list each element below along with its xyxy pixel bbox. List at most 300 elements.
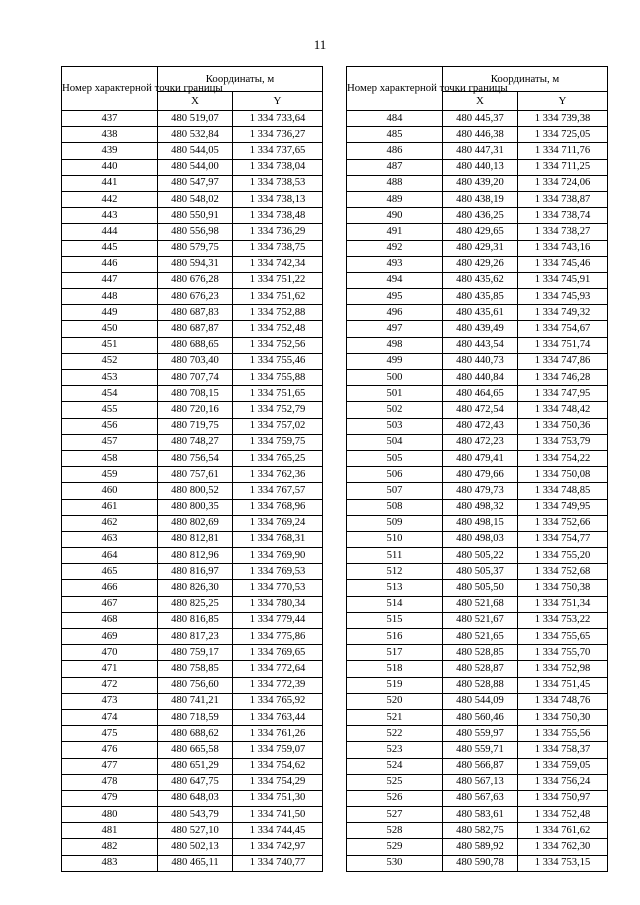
point-number-cell: 468 [62,612,158,628]
table-row [62,208,323,224]
y-coordinate-cell: 1 334 745,93 [518,289,608,305]
y-coordinate-cell: 1 334 750,08 [518,467,608,483]
x-coordinate-cell: 480 817,23 [158,629,233,645]
y-coordinate-cell: 1 334 747,95 [518,386,608,402]
x-coordinate-cell: 480 579,75 [158,240,233,256]
x-coordinate-cell: 480 521,67 [443,612,518,628]
point-number-cell: 526 [347,790,443,806]
table-row [347,370,608,386]
table-row [62,726,323,742]
table-row [62,531,323,547]
y-coordinate-cell: 1 334 751,62 [233,289,323,305]
y-coordinate-cell: 1 334 751,30 [233,790,323,806]
x-coordinate-cell: 480 741,21 [158,693,233,709]
y-coordinate-cell: 1 334 738,04 [233,159,323,175]
y-coordinate-cell: 1 334 759,05 [518,758,608,774]
table-row [62,305,323,321]
x-coordinate-cell: 480 826,30 [158,580,233,596]
point-number-cell: 511 [347,548,443,564]
point-number-cell: 514 [347,596,443,612]
point-number-cell: 460 [62,483,158,499]
x-coordinate-cell: 480 687,87 [158,321,233,337]
y-coordinate-cell: 1 334 752,48 [518,807,608,823]
table-row [347,175,608,191]
table-row [62,175,323,191]
y-coordinate-cell: 1 334 750,38 [518,580,608,596]
y-coordinate-cell: 1 334 746,28 [518,370,608,386]
table-row [62,127,323,143]
x-coordinate-cell: 480 758,85 [158,661,233,677]
x-coordinate-cell: 480 439,49 [443,321,518,337]
point-number-cell: 451 [62,337,158,353]
table-row [62,240,323,256]
table-row [62,807,323,823]
table-row [347,564,608,580]
y-coordinate-cell: 1 334 770,53 [233,580,323,596]
point-number-cell: 465 [62,564,158,580]
y-coordinate-cell: 1 334 738,74 [518,208,608,224]
table-row [347,159,608,175]
table-row [347,111,608,127]
point-number-cell: 506 [347,467,443,483]
y-coordinate-cell: 1 334 753,79 [518,434,608,450]
point-number-cell: 524 [347,758,443,774]
point-number-cell: 471 [62,661,158,677]
y-coordinate-cell: 1 334 756,24 [518,774,608,790]
table-row [62,418,323,434]
y-coordinate-cell: 1 334 738,87 [518,191,608,207]
point-number-cell: 517 [347,645,443,661]
y-coordinate-cell: 1 334 752,56 [233,337,323,353]
x-coordinate-cell: 480 816,85 [158,612,233,628]
point-number-cell: 455 [62,402,158,418]
table-row [347,709,608,725]
point-number-cell: 474 [62,709,158,725]
x-coordinate-cell: 480 594,31 [158,256,233,272]
x-coordinate-cell: 480 429,65 [443,224,518,240]
point-number-cell: 508 [347,499,443,515]
y-coordinate-cell: 1 334 751,34 [518,596,608,612]
point-number-cell: 457 [62,434,158,450]
x-coordinate-cell: 480 521,68 [443,596,518,612]
x-coordinate-cell: 480 479,41 [443,450,518,466]
x-coordinate-cell: 480 498,15 [443,515,518,531]
y-coordinate-cell: 1 334 780,34 [233,596,323,612]
table-row [347,645,608,661]
y-coordinate-cell: 1 334 742,34 [233,256,323,272]
x-header: X [158,92,233,111]
x-coordinate-cell: 480 544,05 [158,143,233,159]
table-row [62,790,323,806]
x-coordinate-cell: 480 519,07 [158,111,233,127]
point-number-cell: 472 [62,677,158,693]
x-coordinate-cell: 480 756,54 [158,450,233,466]
x-coordinate-cell: 480 567,63 [443,790,518,806]
x-coordinate-cell: 480 720,16 [158,402,233,418]
x-header: X [443,92,518,111]
y-coordinate-cell: 1 334 752,68 [518,564,608,580]
point-number-cell: 483 [62,855,158,871]
y-coordinate-cell: 1 334 765,25 [233,450,323,466]
y-coordinate-cell: 1 334 772,39 [233,677,323,693]
x-coordinate-cell: 480 825,25 [158,596,233,612]
x-coordinate-cell: 480 759,17 [158,645,233,661]
y-coordinate-cell: 1 334 749,32 [518,305,608,321]
y-coordinate-cell: 1 334 759,75 [233,434,323,450]
x-coordinate-cell: 480 703,40 [158,353,233,369]
x-coordinate-cell: 480 589,92 [443,839,518,855]
y-coordinate-cell: 1 334 747,86 [518,353,608,369]
y-coordinate-cell: 1 334 761,26 [233,726,323,742]
y-coordinate-cell: 1 334 758,37 [518,742,608,758]
table-row [347,402,608,418]
table-row [347,839,608,855]
x-coordinate-cell: 480 757,61 [158,467,233,483]
table-row [62,434,323,450]
table-row [62,596,323,612]
point-number-cell: 491 [347,224,443,240]
x-coordinate-cell: 480 800,52 [158,483,233,499]
x-coordinate-cell: 480 544,00 [158,159,233,175]
x-coordinate-cell: 480 505,22 [443,548,518,564]
x-coordinate-cell: 480 446,38 [443,127,518,143]
x-coordinate-cell: 480 566,87 [443,758,518,774]
x-coordinate-cell: 480 676,28 [158,272,233,288]
table-row [347,499,608,515]
x-coordinate-cell: 480 440,73 [443,353,518,369]
x-coordinate-cell: 480 528,88 [443,677,518,693]
x-coordinate-cell: 480 583,61 [443,807,518,823]
point-number-cell: 516 [347,629,443,645]
y-coordinate-cell: 1 334 755,56 [518,726,608,742]
y-coordinate-cell: 1 334 775,86 [233,629,323,645]
table-row [347,629,608,645]
point-number-cell: 499 [347,353,443,369]
x-coordinate-cell: 480 498,32 [443,499,518,515]
point-number-cell: 521 [347,709,443,725]
y-coordinate-cell: 1 334 738,53 [233,175,323,191]
point-number-cell: 456 [62,418,158,434]
table-row [347,823,608,839]
point-number-cell: 485 [347,127,443,143]
point-number-cell: 448 [62,289,158,305]
point-number-cell: 529 [347,839,443,855]
point-number-cell: 519 [347,677,443,693]
y-coordinate-cell: 1 334 736,29 [233,224,323,240]
y-coordinate-cell: 1 334 753,22 [518,612,608,628]
y-coordinate-cell: 1 334 750,97 [518,790,608,806]
x-coordinate-cell: 480 436,25 [443,208,518,224]
table-row [347,321,608,337]
point-number-cell: 492 [347,240,443,256]
x-coordinate-cell: 480 472,54 [443,402,518,418]
x-coordinate-cell: 480 472,43 [443,418,518,434]
point-number-cell: 473 [62,693,158,709]
point-number-cell: 498 [347,337,443,353]
point-number-cell: 496 [347,305,443,321]
point-number-cell: 503 [347,418,443,434]
y-coordinate-cell: 1 334 748,76 [518,693,608,709]
table-row [62,402,323,418]
table-row [62,709,323,725]
point-number-cell: 444 [62,224,158,240]
point-number-cell: 530 [347,855,443,871]
table-row [347,224,608,240]
x-coordinate-cell: 480 718,59 [158,709,233,725]
x-coordinate-cell: 480 719,75 [158,418,233,434]
point-number-cell: 487 [347,159,443,175]
point-number-cell: 462 [62,515,158,531]
y-coordinate-cell: 1 334 751,45 [518,677,608,693]
table-row [347,661,608,677]
y-coordinate-cell: 1 334 738,75 [233,240,323,256]
y-coordinate-cell: 1 334 759,07 [233,742,323,758]
y-coordinate-cell: 1 334 762,30 [518,839,608,855]
point-number-cell: 469 [62,629,158,645]
table-row [347,256,608,272]
point-number-cell: 504 [347,434,443,450]
y-coordinate-cell: 1 334 744,45 [233,823,323,839]
y-coordinate-cell: 1 334 711,76 [518,143,608,159]
x-coordinate-cell: 480 429,26 [443,256,518,272]
point-number-cell: 501 [347,386,443,402]
y-coordinate-cell: 1 334 767,57 [233,483,323,499]
x-coordinate-cell: 480 544,09 [443,693,518,709]
y-coordinate-cell: 1 334 754,62 [233,758,323,774]
table-row [62,661,323,677]
table-row [347,467,608,483]
x-coordinate-cell: 480 440,13 [443,159,518,175]
point-number-cell: 452 [62,353,158,369]
point-number-cell: 520 [347,693,443,709]
y-coordinate-cell: 1 334 736,27 [233,127,323,143]
point-number-cell: 440 [62,159,158,175]
table-row [62,289,323,305]
point-number-cell: 454 [62,386,158,402]
point-number-cell: 518 [347,661,443,677]
y-coordinate-cell: 1 334 752,66 [518,515,608,531]
y-coordinate-cell: 1 334 752,98 [518,661,608,677]
point-number-cell: 450 [62,321,158,337]
point-number-cell: 510 [347,531,443,547]
table-row [347,305,608,321]
y-coordinate-cell: 1 334 751,22 [233,272,323,288]
point-number-cell: 486 [347,143,443,159]
x-coordinate-cell: 480 464,65 [443,386,518,402]
y-coordinate-cell: 1 334 751,74 [518,337,608,353]
y-coordinate-cell: 1 334 755,46 [233,353,323,369]
table-row [347,612,608,628]
table-row [347,483,608,499]
point-number-cell: 480 [62,807,158,823]
x-coordinate-cell: 480 440,84 [443,370,518,386]
table-row [347,726,608,742]
point-number-cell: 466 [62,580,158,596]
x-coordinate-cell: 480 532,84 [158,127,233,143]
y-coordinate-cell: 1 334 753,15 [518,855,608,871]
table-row [62,645,323,661]
table-row [62,612,323,628]
x-coordinate-cell: 480 528,87 [443,661,518,677]
y-coordinate-cell: 1 334 738,48 [233,208,323,224]
x-coordinate-cell: 480 435,62 [443,272,518,288]
x-coordinate-cell: 480 756,60 [158,677,233,693]
point-number-cell: 502 [347,402,443,418]
x-coordinate-cell: 480 498,03 [443,531,518,547]
table-row [347,143,608,159]
x-coordinate-cell: 480 505,50 [443,580,518,596]
x-coordinate-cell: 480 647,75 [158,774,233,790]
table-row [347,790,608,806]
y-coordinate-cell: 1 334 750,36 [518,418,608,434]
point-number-cell: 458 [62,450,158,466]
y-coordinate-cell: 1 334 748,42 [518,402,608,418]
table-row [62,564,323,580]
point-number-cell: 497 [347,321,443,337]
point-number-cell: 509 [347,515,443,531]
y-coordinate-cell: 1 334 724,06 [518,175,608,191]
point-number-cell: 513 [347,580,443,596]
y-coordinate-cell: 1 334 769,65 [233,645,323,661]
x-coordinate-cell: 480 560,46 [443,709,518,725]
table-row [62,742,323,758]
table-row [347,353,608,369]
y-coordinate-cell: 1 334 754,77 [518,531,608,547]
point-number-cell: 507 [347,483,443,499]
x-coordinate-cell: 480 447,31 [443,143,518,159]
x-coordinate-cell: 480 445,37 [443,111,518,127]
x-coordinate-cell: 480 812,96 [158,548,233,564]
y-coordinate-cell: 1 334 745,91 [518,272,608,288]
y-coordinate-cell: 1 334 752,88 [233,305,323,321]
table-row [62,321,323,337]
x-coordinate-cell: 480 502,13 [158,839,233,855]
y-header: Y [233,92,323,111]
x-coordinate-cell: 480 438,19 [443,191,518,207]
y-coordinate-cell: 1 334 769,53 [233,564,323,580]
y-coordinate-cell: 1 334 779,44 [233,612,323,628]
table-row [347,127,608,143]
point-number-header: Номер характерной точки границы [347,67,443,111]
table-row [62,191,323,207]
point-number-cell: 443 [62,208,158,224]
point-number-cell: 494 [347,272,443,288]
table-row [62,499,323,515]
y-coordinate-cell: 1 334 739,38 [518,111,608,127]
y-coordinate-cell: 1 334 754,67 [518,321,608,337]
table-row [347,240,608,256]
table-row [347,677,608,693]
point-number-cell: 477 [62,758,158,774]
y-coordinate-cell: 1 334 752,48 [233,321,323,337]
table-row [347,774,608,790]
x-coordinate-cell: 480 816,97 [158,564,233,580]
x-coordinate-cell: 480 582,75 [443,823,518,839]
point-number-cell: 500 [347,370,443,386]
table-row [347,434,608,450]
x-coordinate-cell: 480 479,66 [443,467,518,483]
table-row [347,531,608,547]
point-number-cell: 512 [347,564,443,580]
y-coordinate-cell: 1 334 748,85 [518,483,608,499]
y-coordinate-cell: 1 334 740,77 [233,855,323,871]
point-number-cell: 442 [62,191,158,207]
x-coordinate-cell: 480 439,20 [443,175,518,191]
x-coordinate-cell: 480 648,03 [158,790,233,806]
point-number-cell: 528 [347,823,443,839]
y-header: Y [518,92,608,111]
point-number-cell: 470 [62,645,158,661]
point-number-cell: 522 [347,726,443,742]
y-coordinate-cell: 1 334 749,95 [518,499,608,515]
point-number-cell: 505 [347,450,443,466]
x-coordinate-cell: 480 472,23 [443,434,518,450]
y-coordinate-cell: 1 334 755,20 [518,548,608,564]
x-coordinate-cell: 480 687,83 [158,305,233,321]
x-coordinate-cell: 480 559,97 [443,726,518,742]
table-row [62,111,323,127]
x-coordinate-cell: 480 479,73 [443,483,518,499]
point-number-cell: 479 [62,790,158,806]
point-number-cell: 446 [62,256,158,272]
y-coordinate-cell: 1 334 761,62 [518,823,608,839]
table-row [62,337,323,353]
point-number-cell: 482 [62,839,158,855]
y-coordinate-cell: 1 334 738,27 [518,224,608,240]
y-coordinate-cell: 1 334 772,64 [233,661,323,677]
x-coordinate-cell: 480 651,29 [158,758,233,774]
table-row [62,353,323,369]
table-row [347,450,608,466]
x-coordinate-cell: 480 521,65 [443,629,518,645]
point-number-cell: 478 [62,774,158,790]
table-row [62,467,323,483]
page-number: 11 [313,37,327,52]
point-number-cell: 523 [347,742,443,758]
y-coordinate-cell: 1 334 762,36 [233,467,323,483]
x-coordinate-cell: 480 527,10 [158,823,233,839]
x-coordinate-cell: 480 543,79 [158,807,233,823]
x-coordinate-cell: 480 590,78 [443,855,518,871]
y-coordinate-cell: 1 334 752,79 [233,402,323,418]
table-row [62,774,323,790]
point-number-cell: 484 [347,111,443,127]
table-row [62,483,323,499]
point-number-cell: 449 [62,305,158,321]
point-number-cell: 476 [62,742,158,758]
y-coordinate-cell: 1 334 751,65 [233,386,323,402]
point-number-cell: 490 [347,208,443,224]
point-number-cell: 437 [62,111,158,127]
coordinates-table-left [61,66,323,872]
point-number-cell: 461 [62,499,158,515]
y-coordinate-cell: 1 334 737,65 [233,143,323,159]
y-coordinate-cell: 1 334 741,50 [233,807,323,823]
x-coordinate-cell: 480 548,02 [158,191,233,207]
y-coordinate-cell: 1 334 757,02 [233,418,323,434]
point-number-header: Номер характерной точки границы [62,67,158,111]
table-row [347,515,608,531]
y-coordinate-cell: 1 334 733,64 [233,111,323,127]
y-coordinate-cell: 1 334 765,92 [233,693,323,709]
x-coordinate-cell: 480 435,61 [443,305,518,321]
y-coordinate-cell: 1 334 725,05 [518,127,608,143]
table-row [347,289,608,305]
table-row [62,548,323,564]
y-coordinate-cell: 1 334 755,88 [233,370,323,386]
y-coordinate-cell: 1 334 745,46 [518,256,608,272]
y-coordinate-cell: 1 334 754,29 [233,774,323,790]
